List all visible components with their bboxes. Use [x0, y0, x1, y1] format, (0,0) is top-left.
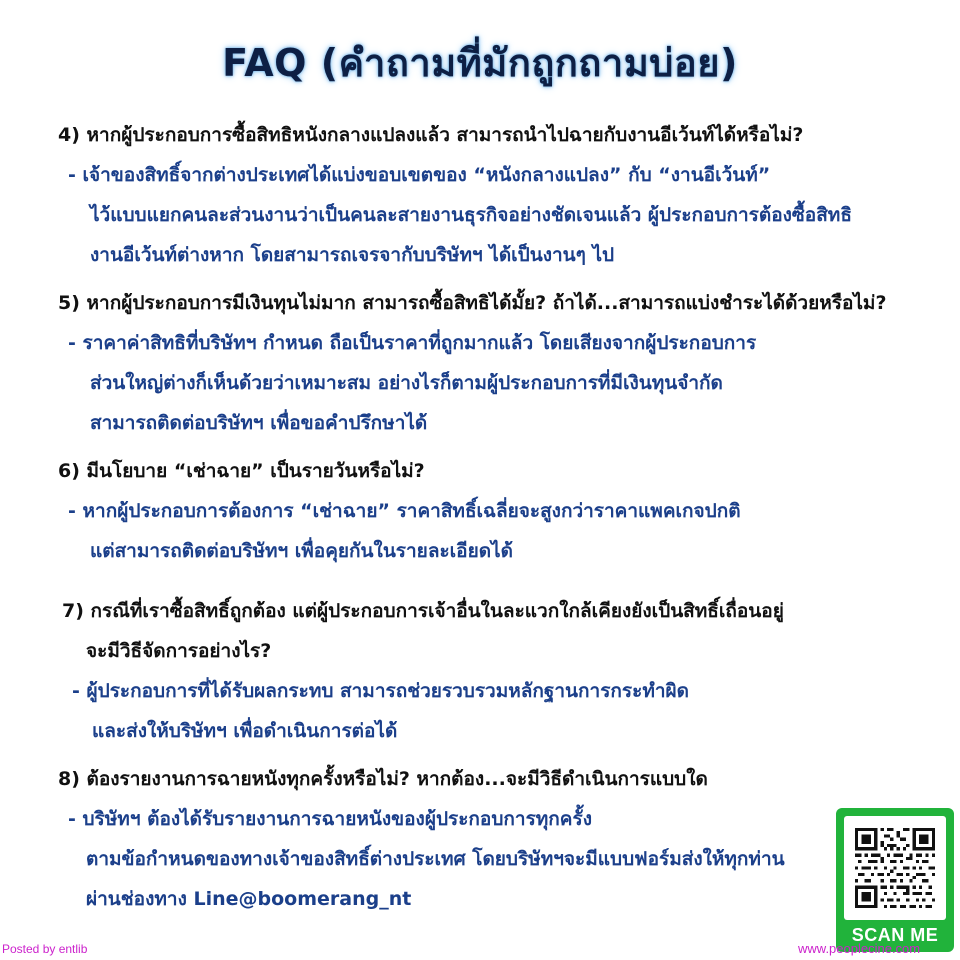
faq-5-answer-line-2: ส่วนใหญ่ต่างก็เห็นด้วยว่าเหมาะสม อย่างไรก็ตามผู้ประกอบการที่มีเงินทุนจำกัด: [90, 372, 723, 394]
faq-7-answer-line-1: - ผู้ประกอบการที่ได้รับผลกระทบ สามารถช่วยรวบรวมหลักฐานการกระทำผิด: [72, 680, 689, 702]
faq-6-answer-line-2: แต่สามารถติดต่อบริษัทฯ เพื่อคุยกันในรายละเอียดได้: [90, 540, 513, 562]
faq-5-answer-line-3: สามารถติดต่อบริษัทฯ เพื่อขอคำปรึกษาได้: [90, 412, 428, 434]
faq-8-answer-line-1: - บริษัทฯ ต้องได้รับรายงานการฉายหนังของผู้ประกอบการทุกครั้ง: [68, 808, 592, 830]
faq-8-answer-line-3: ผ่านช่องทาง Line@boomerang_nt: [86, 888, 412, 910]
faq-7-question-line-1: 7) กรณีที่เราซื้อสิทธิ์ถูกต้อง แต่ผู้ประกอบการเจ้าอื่นในละแวกใกล้เคียงยังเป็นสิทธิ์เถื่อนอยู่: [62, 600, 784, 622]
scan-me-label: SCAN ME: [851, 925, 939, 945]
qr-code-area: [844, 816, 946, 920]
faq-6-question: 6) มีนโยบาย “เช่าฉาย” เป็นรายวันหรือไม่?: [58, 460, 425, 482]
faq-4-answer-line-1: - เจ้าของสิทธิ์จากต่างประเทศได้แบ่งขอบเขตของ “หนังกลางแปลง” กับ “งานอีเว้นท์”: [68, 164, 771, 186]
faq-4-answer-line-2: ไว้แบบแยกคนละส่วนงานว่าเป็นคนละสายงานธุรกิจอย่างชัดเจนแล้ว ผู้ประกอบการต้องซื้อสิทธิ: [90, 204, 852, 226]
faq-7-answer-line-2: และส่งให้บริษัทฯ เพื่อดำเนินการต่อได้: [92, 720, 398, 742]
watermark-site: www.peoplecine.com: [798, 941, 921, 956]
faq-8-question: 8) ต้องรายงานการฉายหนังทุกครั้งหรือไม่? หากต้อง...จะมีวิธีดำเนินการแบบใด: [58, 768, 708, 790]
qr-code-card[interactable]: [836, 808, 954, 952]
watermark-posted-by: Posted by entlib: [2, 942, 88, 956]
faq-5-question: 5) หากผู้ประกอบการมีเงินทุนไม่มาก สามารถซื้อสิทธิได้มั้ย? ถ้าได้...สามารถแบ่งชำระได้ด้วยหรือไม่?: [58, 292, 887, 314]
faq-6-answer-line-1: - หากผู้ประกอบการต้องการ “เช่าฉาย” ราคาสิทธิ์เฉลี่ยจะสูงกว่าราคาแพคเกจปกติ: [68, 500, 741, 522]
faq-8-answer-line-2: ตามข้อกำหนดของทางเจ้าของสิทธิ์ต่างประเทศ โดยบริษัทฯจะมีแบบฟอร์มส่งให้ทุกท่าน: [86, 848, 785, 870]
page-title: FAQ (คำถามที่มักถูกถามบ่อย): [222, 41, 738, 85]
faq-7-question-line-2: จะมีวิธีจัดการอย่างไร?: [86, 640, 272, 662]
faq-5-answer-line-1: - ราคาค่าสิทธิที่บริษัทฯ กำหนด ถือเป็นราคาที่ถูกมากแล้ว โดยเสียงจากผู้ประกอบการ: [68, 332, 757, 354]
qr-code-icon: [855, 828, 935, 908]
faq-4-answer-line-3: งานอีเว้นท์ต่างหาก โดยสามารถเจรจากับบริษัทฯ ได้เป็นงานๆ ไป: [90, 244, 615, 266]
faq-4-question: 4) หากผู้ประกอบการซื้อสิทธิหนังกลางแปลงแล้ว สามารถนำไปฉายกับงานอีเว้นท์ได้หรือไม่?: [58, 124, 804, 146]
